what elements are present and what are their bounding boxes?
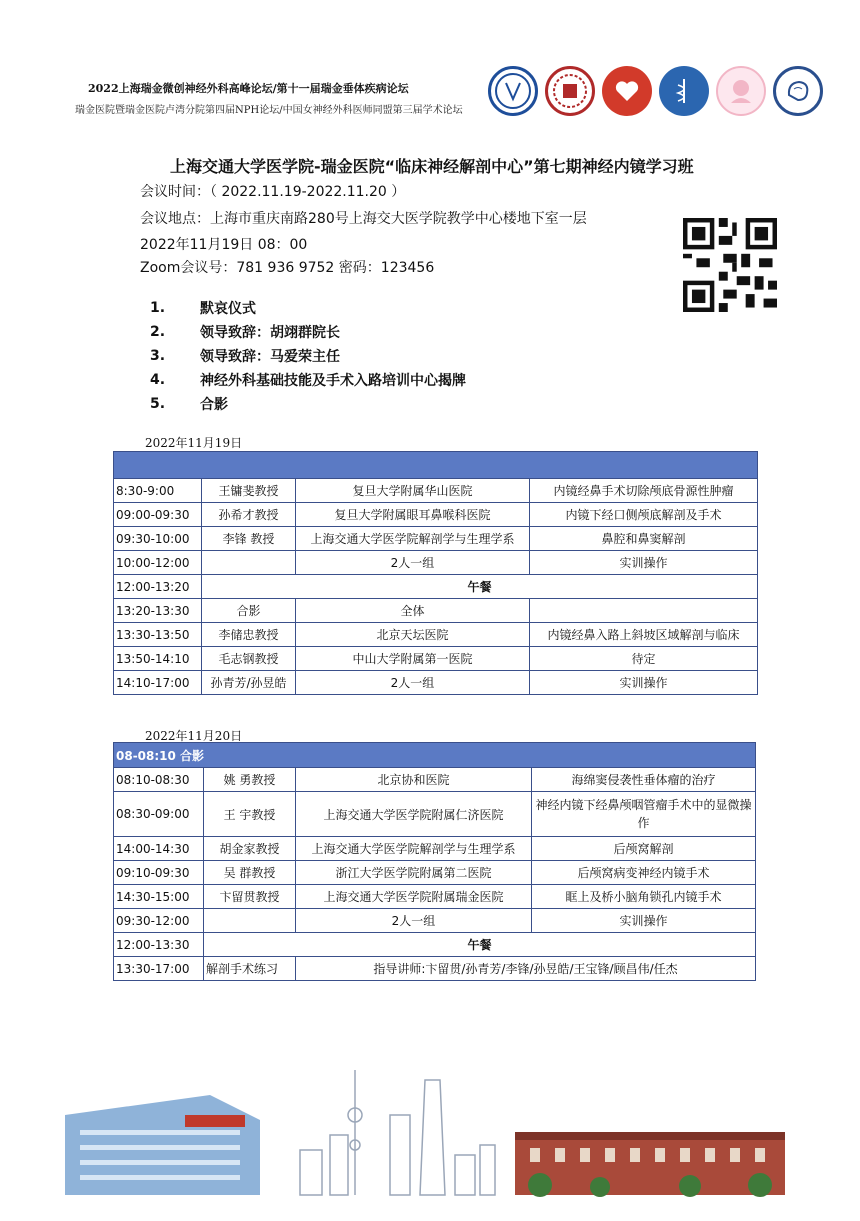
table-row: [114, 837, 756, 861]
table-row: [114, 671, 758, 695]
time-cell: 09:00-09:30: [114, 503, 202, 527]
table-row: [114, 503, 758, 527]
table-row-lunch: [114, 933, 756, 957]
time-cell: 12:00-13:20: [114, 575, 202, 599]
topic-cell: 鼻腔和鼻窦解剖: [530, 527, 758, 551]
topic-cell: 实训操作: [532, 909, 756, 933]
table-row: [114, 551, 758, 575]
time-cell: 13:20-13:30: [114, 599, 202, 623]
time-cell: 14:00-14:30: [114, 837, 204, 861]
agenda-text: 默哀仪式: [200, 301, 256, 317]
institution-cell: 浙江大学医学院附属第二医院: [296, 861, 532, 885]
time-cell: 13:30-13:50: [114, 623, 202, 647]
lunch-cell: 午餐: [202, 575, 758, 599]
agenda-item: [150, 296, 466, 320]
brain-logo-icon: [773, 66, 823, 116]
time-cell: 13:30-17:00: [114, 957, 204, 981]
women-neurosurgeon-logo-icon: [716, 66, 766, 116]
meeting-time: 会议时间：（ 2022.11.19-2022.11.20 ）: [140, 184, 406, 200]
time-cell: 8:30-9:00: [114, 479, 202, 503]
table-row-lunch: [114, 575, 758, 599]
table-row: [114, 957, 756, 981]
qr-code-icon: [683, 218, 777, 312]
topic-cell: 后颅窝解剖: [532, 837, 756, 861]
ruijin-logo-icon: [488, 66, 538, 116]
table-row: [114, 599, 758, 623]
speaker-cell: [204, 909, 296, 933]
header-forum-title: 2022上海瑞金微创神经外科高峰论坛/第十一届瑞金垂体疾病论坛: [88, 82, 409, 95]
meeting-place: 会议地点：上海市重庆南路280号上海交大医学院教学中心楼地下室一层: [140, 211, 587, 227]
table-row: [114, 479, 758, 503]
institution-cell: 复旦大学附属华山医院: [296, 479, 530, 503]
table-row: [114, 623, 758, 647]
institution-cell: 上海交通大学医学院解剖学与生理学系: [296, 527, 530, 551]
table-header-row: 08-08:10 合影: [114, 743, 756, 768]
topic-cell: 实训操作: [530, 671, 758, 695]
agenda-text: 神经外科基础技能及手术入路培训中心揭牌: [200, 373, 466, 389]
table-row: [114, 909, 756, 933]
institution-cell: 北京协和医院: [296, 768, 532, 792]
institution-cell: 2人一组: [296, 671, 530, 695]
table-row: [114, 768, 756, 792]
institution-cell: 中山大学附属第一医院: [296, 647, 530, 671]
speaker-cell: 李锋 教授: [202, 527, 296, 551]
activity-cell: 解剖手术练习: [204, 957, 296, 981]
institution-cell: 2人一组: [296, 551, 530, 575]
agenda-text: 合影: [200, 397, 228, 413]
agenda-item: [150, 320, 466, 344]
table-row: [114, 861, 756, 885]
zoom-info: Zoom会议号：781 936 9752 密码：123456: [140, 260, 435, 276]
time-cell: 09:10-09:30: [114, 861, 204, 885]
skyline-illustration-icon: [60, 1060, 800, 1200]
speaker-cell: 李储忠教授: [202, 623, 296, 647]
topic-cell: 实训操作: [530, 551, 758, 575]
speaker-cell: [202, 551, 296, 575]
institution-cell: 全体: [296, 599, 530, 623]
topic-cell: 待定: [530, 647, 758, 671]
day2-schedule-table: [113, 742, 756, 981]
time-cell: 08:10-08:30: [114, 768, 204, 792]
topic-cell: 眶上及桥小脑角锁孔内镜手术: [532, 885, 756, 909]
institution-cell: 北京天坛医院: [296, 623, 530, 647]
time-cell: 12:00-13:30: [114, 933, 204, 957]
table-header-row: [114, 452, 758, 479]
speaker-cell: 吴 群教授: [204, 861, 296, 885]
speaker-cell: 胡金家教授: [204, 837, 296, 861]
institution-cell: 复旦大学附属眼耳鼻喉科医院: [296, 503, 530, 527]
instructors-cell: 指导讲师:卞留贯/孙青芳/李锋/孙昱皓/王宝锋/顾昌伟/任杰: [296, 957, 756, 981]
meeting-datetime: 2022年11月19日 08：00: [140, 237, 308, 253]
speaker-cell: 毛志钢教授: [202, 647, 296, 671]
speaker-cell: 卞留贯教授: [204, 885, 296, 909]
institution-cell: 上海交通大学医学院附属仁济医院: [296, 792, 532, 837]
society-seal-logo-icon: [545, 66, 595, 116]
table-row: [114, 527, 758, 551]
institution-cell: 上海交通大学医学院附属瑞金医院: [296, 885, 532, 909]
day2-date: 2022年11月20日: [145, 729, 243, 743]
agenda-item: [150, 344, 466, 368]
agenda-item: [150, 392, 466, 416]
agenda-num: 3.: [150, 348, 166, 364]
speaker-cell: 孙希才教授: [202, 503, 296, 527]
topic-cell: 海绵窦侵袭性垂体瘤的治疗: [532, 768, 756, 792]
topic-cell: 内镜经鼻手术切除颅底骨源性肿瘤: [530, 479, 758, 503]
logo-row: [488, 66, 823, 116]
topic-cell: [530, 599, 758, 623]
speaker-cell: 孙青芳/孙昱皓: [202, 671, 296, 695]
agenda-num: 5.: [150, 396, 166, 412]
speaker-cell: 王镛斐教授: [202, 479, 296, 503]
topic-cell: 内镜下经口侧颅底解剖及手术: [530, 503, 758, 527]
day1-schedule-table: [113, 451, 758, 695]
speaker-cell: 合影: [202, 599, 296, 623]
time-cell: 09:30-12:00: [114, 909, 204, 933]
time-cell: 09:30-10:00: [114, 527, 202, 551]
lunch-cell: 午餐: [204, 933, 756, 957]
topic-cell: 后颅窝病变神经内镜手术: [532, 861, 756, 885]
agenda-text: 领导致辞：马爱荣主任: [200, 349, 340, 365]
agenda-text: 领导致辞：胡翊群院长: [200, 325, 340, 341]
institution-cell: 上海交通大学医学院解剖学与生理学系: [296, 837, 532, 861]
day1-date: 2022年11月19日: [145, 436, 243, 450]
header-forum-subtitle: 瑞金医院暨瑞金医院卢湾分院第四届NPH论坛/中国女神经外科医师同盟第三届学术论坛: [75, 105, 463, 116]
table-row: [114, 647, 758, 671]
time-cell: 08:30-09:00: [114, 792, 204, 837]
speaker-cell: 姚 勇教授: [204, 768, 296, 792]
institution-cell: 2人一组: [296, 909, 532, 933]
table-row: [114, 792, 756, 837]
topic-cell: 内镜经鼻入路上斜坡区域解剖与临床: [530, 623, 758, 647]
agenda-num: 4.: [150, 372, 166, 388]
topic-cell: 神经内镜下经鼻颅咽管瘤手术中的显微操作: [532, 792, 756, 837]
speaker-cell: 王 宇教授: [204, 792, 296, 837]
agenda-item: [150, 368, 466, 392]
agenda-num: 1.: [150, 300, 166, 316]
page-title: 上海交通大学医学院-瑞金医院“临床神经解剖中心”第七期神经内镜学习班: [170, 157, 694, 176]
agenda-list: [150, 296, 466, 416]
time-cell: 10:00-12:00: [114, 551, 202, 575]
time-cell: 13:50-14:10: [114, 647, 202, 671]
heart-logo-icon: [602, 66, 652, 116]
time-cell: 14:10-17:00: [114, 671, 202, 695]
agenda-num: 2.: [150, 324, 166, 340]
time-cell: 14:30-15:00: [114, 885, 204, 909]
medical-caduceus-logo-icon: [659, 66, 709, 116]
table-row: [114, 885, 756, 909]
